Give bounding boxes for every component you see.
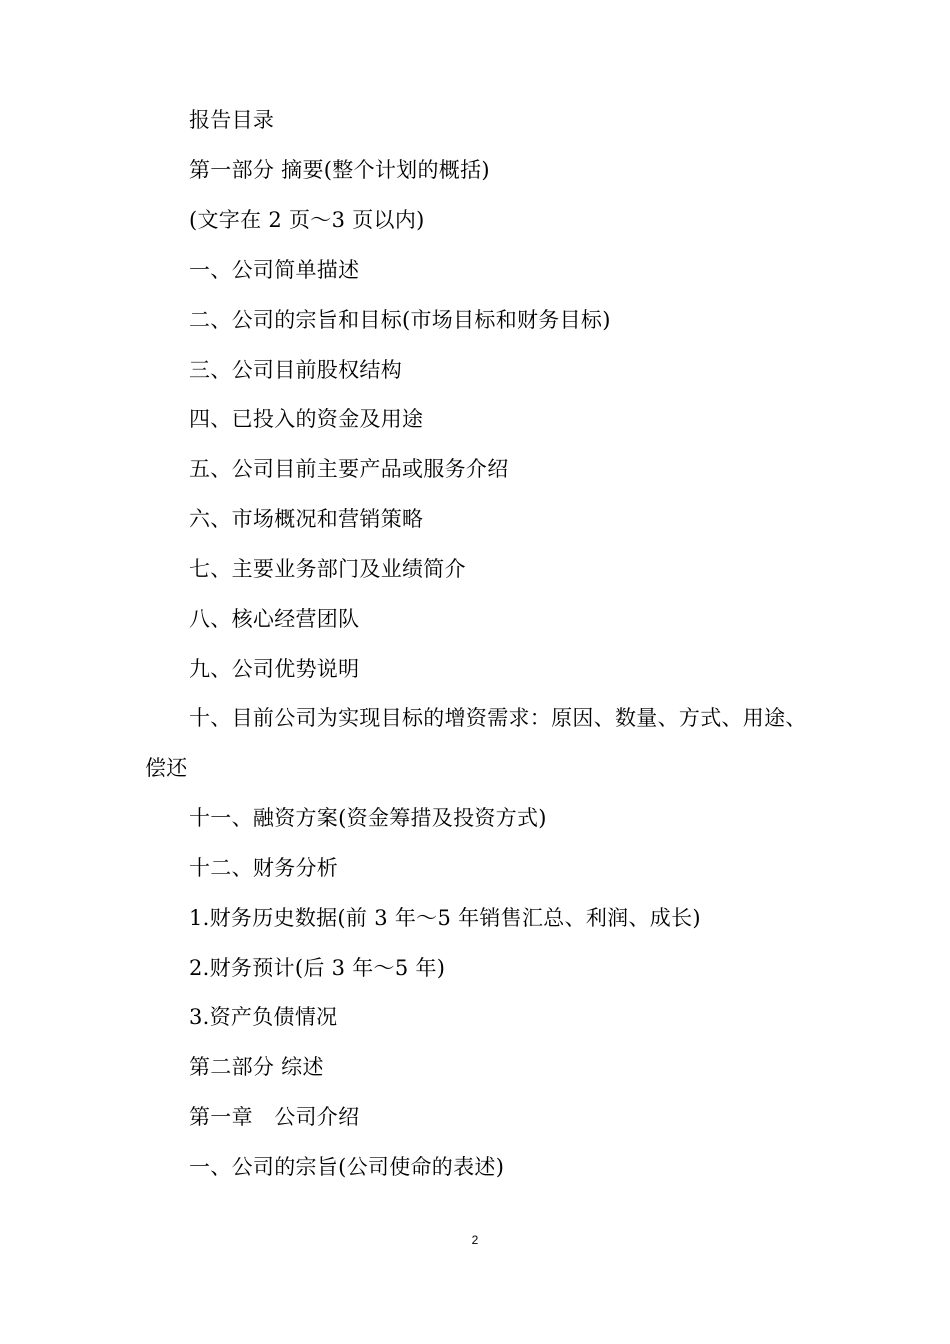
toc-item-5: 五、公司目前主要产品或服务介绍 xyxy=(189,457,509,481)
page-number: 2 xyxy=(471,1233,479,1247)
toc-item-11: 十一、融资方案(资金筹措及投资方式) xyxy=(189,806,547,830)
toc-item-4: 四、已投入的资金及用途 xyxy=(189,407,424,431)
toc-item-8: 八、核心经营团队 xyxy=(189,607,360,631)
toc-item-7: 七、主要业务部门及业绩简介 xyxy=(189,557,466,581)
part-two-heading: 第二部分 综述 xyxy=(189,1055,324,1079)
toc-item-10-continued: 偿还 xyxy=(145,756,188,780)
toc-subitem-1: 1.财务历史数据(前 3 年～5 年销售汇总、利润、成长) xyxy=(189,906,701,930)
toc-subitem-2: 2.财务预计(后 3 年～5 年) xyxy=(189,956,446,980)
chapter-one-heading: 第一章 公司介绍 xyxy=(189,1105,360,1129)
toc-item-2: 二、公司的宗旨和目标(市场目标和财务目标) xyxy=(189,308,611,332)
toc-item-10: 十、目前公司为实现目标的增资需求：原因、数量、方式、用途、 xyxy=(189,706,807,730)
toc-item-6: 六、市场概况和营销策略 xyxy=(189,507,424,531)
toc-subitem-3: 3.资产负债情况 xyxy=(189,1005,338,1029)
toc-item-12: 十二、财务分析 xyxy=(189,856,339,880)
length-note: (文字在 2 页～3 页以内) xyxy=(189,208,425,232)
part-one-heading: 第一部分 摘要(整个计划的概括) xyxy=(189,158,490,182)
toc-heading: 报告目录 xyxy=(189,108,275,132)
toc-item-1: 一、公司简单描述 xyxy=(189,258,360,282)
toc-item-3: 三、公司目前股权结构 xyxy=(189,358,402,382)
toc-item-9: 九、公司优势说明 xyxy=(189,657,360,681)
chapter-one-item-1: 一、公司的宗旨(公司使命的表述) xyxy=(189,1155,505,1179)
